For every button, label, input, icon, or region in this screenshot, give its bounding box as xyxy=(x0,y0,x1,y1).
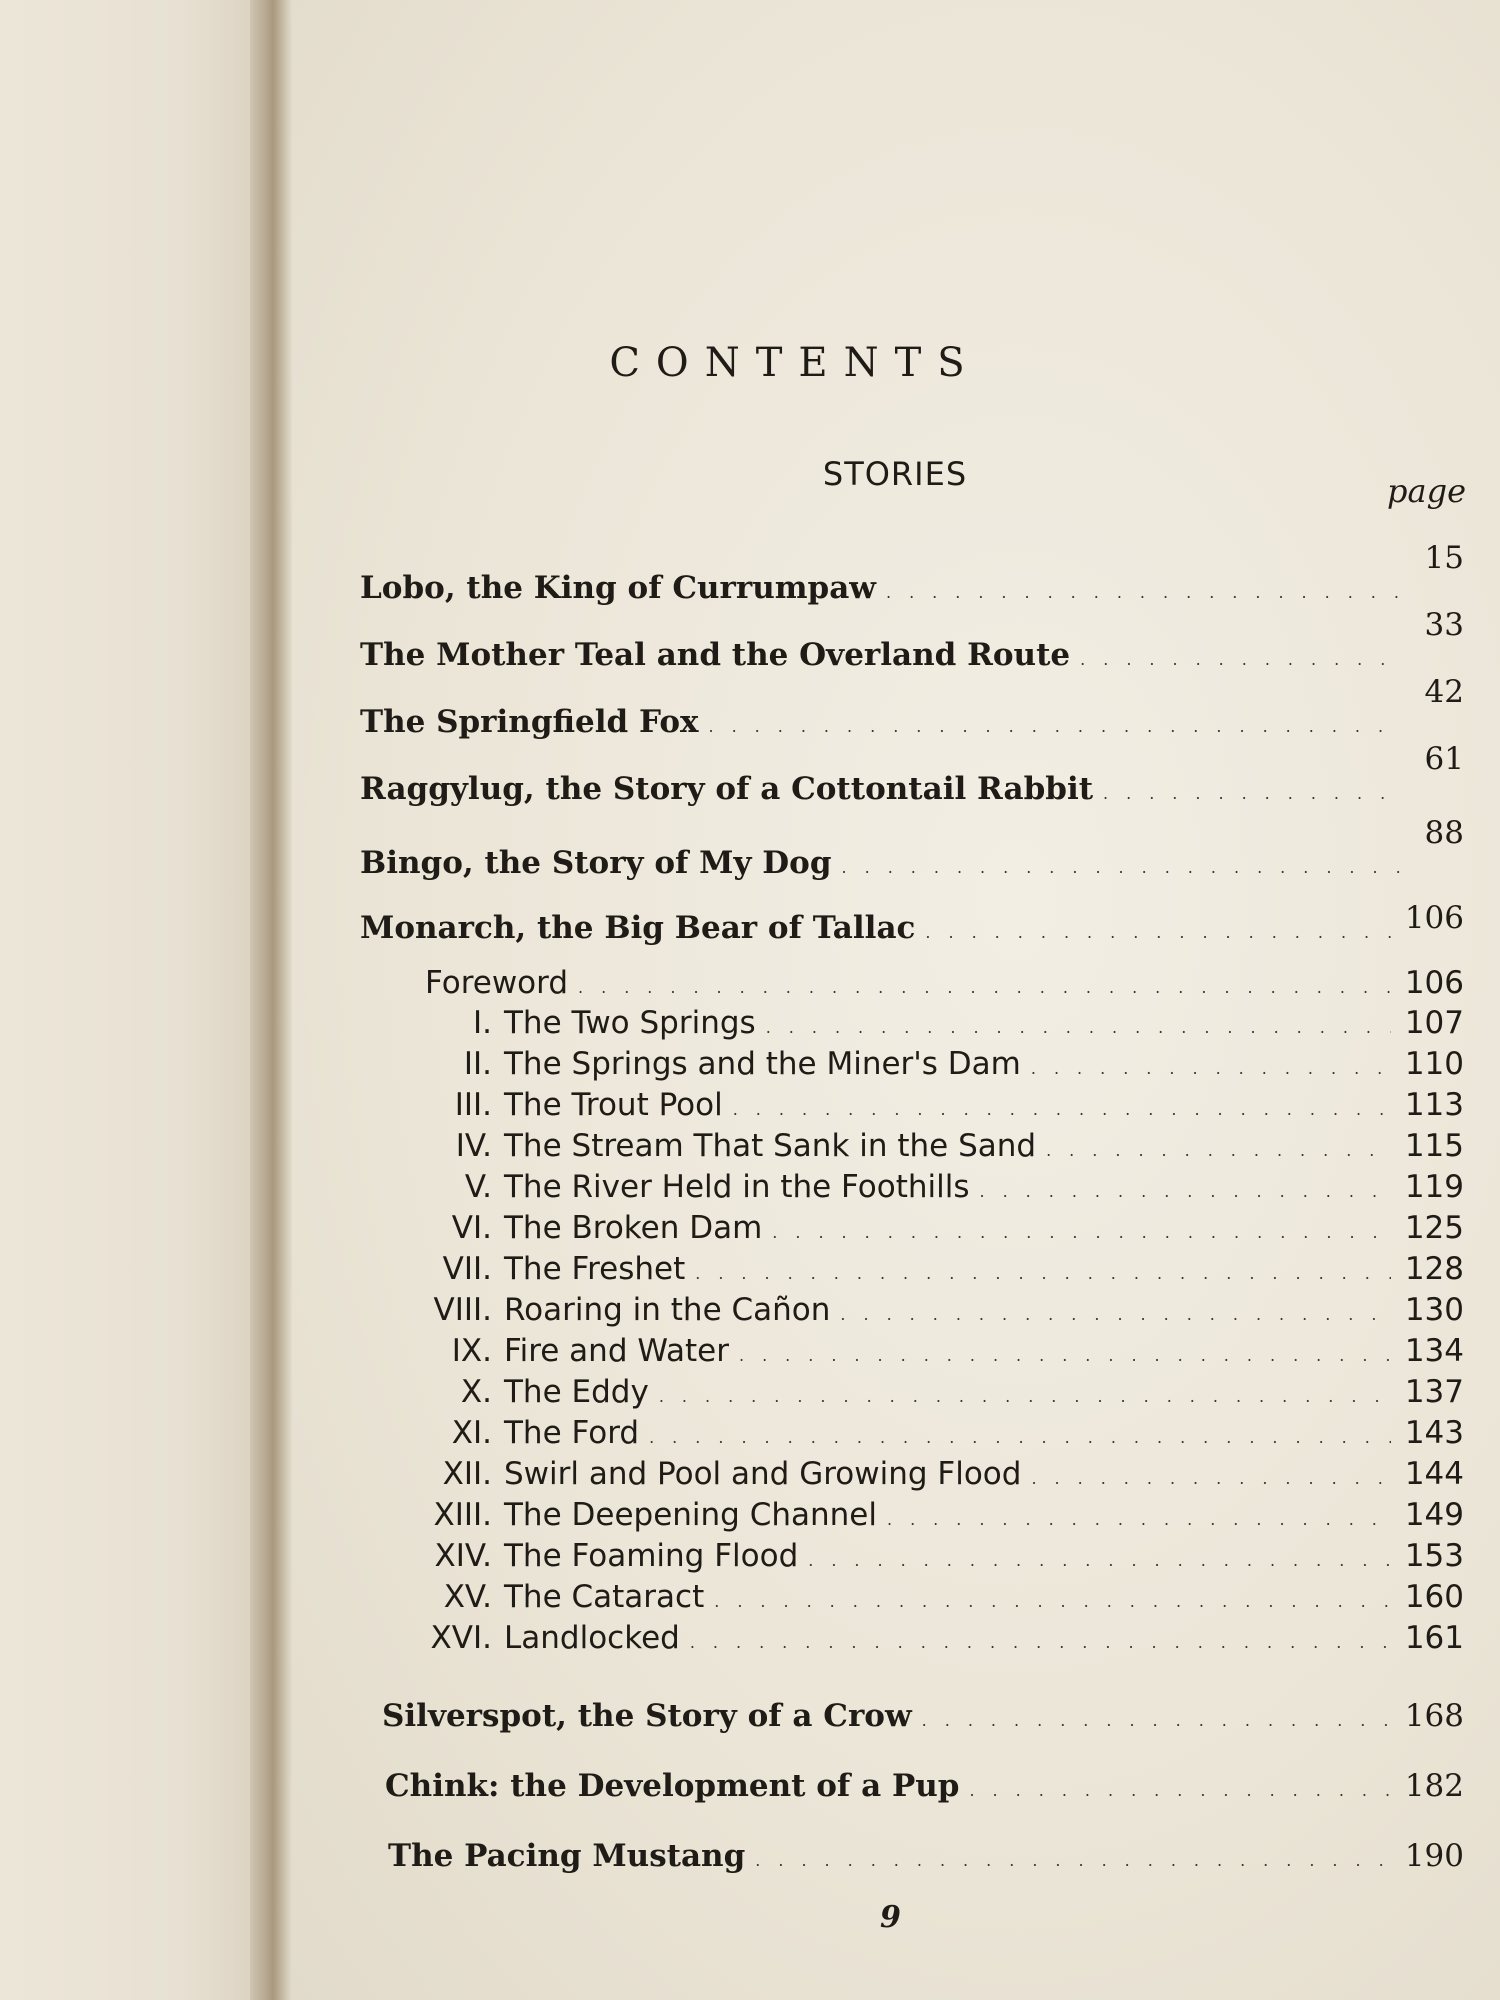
chapter-numeral: X. xyxy=(460,1374,492,1410)
dot-leader xyxy=(772,1223,1391,1242)
toc-entry-chapter xyxy=(400,1579,1464,1619)
chapter-numeral: II. xyxy=(463,1046,492,1082)
toc-entry-chapter xyxy=(400,1374,1464,1414)
dot-leader xyxy=(714,1592,1391,1611)
dot-leader xyxy=(733,1100,1391,1119)
entry-title: Roaring in the Cañon xyxy=(504,1292,831,1328)
toc-entry-chapter xyxy=(400,1620,1464,1660)
entry-title: The River Held in the Foothills xyxy=(504,1169,970,1205)
entry-title: Landlocked xyxy=(504,1620,680,1656)
chapter-numeral: XV. xyxy=(443,1579,492,1615)
dot-leader xyxy=(1046,1141,1391,1160)
toc-entry-chapter xyxy=(400,1292,1464,1332)
entry-page: 153 xyxy=(1404,1538,1464,1574)
entry-title: Foreword xyxy=(425,965,569,1001)
entry-page: 190 xyxy=(1404,1838,1464,1874)
toc-entry-chapter xyxy=(400,1169,1464,1209)
entry-title: The Stream That Sank in the Sand xyxy=(504,1128,1037,1164)
dot-leader xyxy=(886,583,1400,602)
chapter-numeral: I. xyxy=(473,1005,492,1041)
entry-page: 134 xyxy=(1404,1333,1464,1369)
dot-leader xyxy=(1031,1469,1390,1488)
toc-entry-story xyxy=(388,1838,1464,1882)
dot-leader xyxy=(925,923,1390,942)
dot-leader xyxy=(690,1633,1391,1652)
dot-leader xyxy=(1080,650,1400,669)
entry-title: Swirl and Pool and Growing Flood xyxy=(504,1456,1022,1492)
toc-entry-story xyxy=(360,900,1464,954)
dot-leader xyxy=(739,1346,1391,1365)
dot-leader xyxy=(1103,784,1400,803)
toc-entry-chapter xyxy=(400,1497,1464,1537)
entry-page: 161 xyxy=(1404,1620,1464,1656)
entry-page: 160 xyxy=(1404,1579,1464,1615)
toc-entry-chapter xyxy=(400,1333,1464,1373)
entry-page: 143 xyxy=(1404,1415,1464,1451)
dot-leader xyxy=(578,978,1391,997)
dot-leader xyxy=(659,1387,1391,1406)
entry-page: 61 xyxy=(1424,741,1464,777)
dot-leader xyxy=(887,1510,1391,1529)
entry-page: 106 xyxy=(1404,965,1464,1001)
chapter-numeral: XVI. xyxy=(430,1620,492,1656)
chapter-numeral: XIV. xyxy=(434,1538,492,1574)
dot-leader xyxy=(766,1018,1391,1037)
entry-page: 33 xyxy=(1424,607,1464,643)
dot-leader xyxy=(969,1781,1390,1800)
left-page xyxy=(0,0,255,2000)
entry-page: 125 xyxy=(1404,1210,1464,1246)
entry-title: The Cataract xyxy=(504,1579,705,1615)
entry-title: Fire and Water xyxy=(504,1333,729,1369)
entry-title: The Two Springs xyxy=(504,1005,756,1041)
chapter-numeral: VI. xyxy=(451,1210,492,1246)
section-heading: STORIES xyxy=(822,455,968,493)
chapter-numeral: IX. xyxy=(451,1333,492,1369)
entry-title: Monarch, the Big Bear of Tallac xyxy=(360,910,916,946)
toc-entry-chapter xyxy=(400,1251,1464,1291)
toc-entry-story xyxy=(360,815,1464,889)
entry-page: 15 xyxy=(1424,540,1464,576)
toc-entry-story xyxy=(385,1768,1464,1812)
dot-leader xyxy=(808,1551,1391,1570)
dot-leader xyxy=(980,1182,1391,1201)
entry-title: The Trout Pool xyxy=(504,1087,723,1123)
toc-entry-chapter xyxy=(400,1046,1464,1086)
contents-heading: CONTENTS xyxy=(609,340,981,386)
entry-title: The Springfield Fox xyxy=(360,704,699,740)
chapter-numeral: III. xyxy=(454,1087,492,1123)
dot-leader xyxy=(755,1851,1391,1870)
entry-page: 137 xyxy=(1404,1374,1464,1410)
toc-entry-chapter xyxy=(400,1538,1464,1578)
toc-entry-foreword xyxy=(425,965,1464,1005)
entry-title: The Pacing Mustang xyxy=(388,1838,746,1874)
page-column-label: page xyxy=(1387,472,1466,510)
dot-leader xyxy=(649,1428,1391,1447)
entry-title: Raggylug, the Story of a Cottontail Rabbit xyxy=(360,771,1094,807)
entry-page: 107 xyxy=(1404,1005,1464,1041)
toc-entry-chapter xyxy=(400,1456,1464,1496)
entry-title: Silverspot, the Story of a Crow xyxy=(382,1698,912,1734)
entry-title: Lobo, the King of Currumpaw xyxy=(360,570,876,606)
dot-leader xyxy=(709,717,1401,736)
entry-title: Chink: the Development of a Pup xyxy=(385,1768,960,1804)
entry-title: The Broken Dam xyxy=(504,1210,763,1246)
entry-page: 42 xyxy=(1424,674,1464,710)
chapter-numeral: VIII. xyxy=(433,1292,492,1328)
toc-entry-chapter xyxy=(400,1415,1464,1455)
entry-title: The Ford xyxy=(504,1415,640,1451)
entry-page: 128 xyxy=(1404,1251,1464,1287)
entry-title: Bingo, the Story of My Dog xyxy=(360,845,832,881)
dot-leader xyxy=(1031,1059,1391,1078)
entry-page: 119 xyxy=(1404,1169,1464,1205)
entry-title: The Mother Teal and the Overland Route xyxy=(360,637,1071,673)
book-gutter xyxy=(250,0,292,2000)
toc-entry-story xyxy=(360,607,1464,681)
entry-page: 106 xyxy=(1404,900,1464,936)
chapter-numeral: VII. xyxy=(442,1251,492,1287)
entry-title: The Springs and the Miner's Dam xyxy=(504,1046,1021,1082)
entry-page: 168 xyxy=(1404,1698,1464,1734)
chapter-numeral: XIII. xyxy=(433,1497,492,1533)
entry-page: 182 xyxy=(1404,1768,1464,1804)
entry-page: 110 xyxy=(1404,1046,1464,1082)
toc-entry-chapter xyxy=(400,1128,1464,1168)
entry-title: The Eddy xyxy=(504,1374,649,1410)
toc-entry-chapter xyxy=(400,1005,1464,1045)
entry-page: 130 xyxy=(1404,1292,1464,1328)
page-number: 9 xyxy=(880,1900,901,1935)
chapter-numeral: XI. xyxy=(451,1415,492,1451)
entry-page: 115 xyxy=(1404,1128,1464,1164)
entry-title: The Freshet xyxy=(504,1251,686,1287)
dot-leader xyxy=(695,1264,1391,1283)
dot-leader xyxy=(842,858,1400,877)
dot-leader xyxy=(840,1305,1390,1324)
entry-page: 88 xyxy=(1424,815,1464,851)
toc-entry-story xyxy=(360,540,1464,614)
toc-entry-chapter xyxy=(400,1210,1464,1250)
entry-page: 144 xyxy=(1404,1456,1464,1492)
chapter-numeral: V. xyxy=(464,1169,492,1205)
entry-title: The Deepening Channel xyxy=(504,1497,877,1533)
toc-entry-story xyxy=(382,1698,1464,1742)
toc-entry-story xyxy=(360,674,1464,748)
entry-page: 113 xyxy=(1404,1087,1464,1123)
entry-title: The Foaming Flood xyxy=(504,1538,799,1574)
chapter-numeral: XII. xyxy=(442,1456,492,1492)
toc-entry-chapter xyxy=(400,1087,1464,1127)
toc-entry-story xyxy=(360,741,1464,815)
entry-page: 149 xyxy=(1404,1497,1464,1533)
dot-leader xyxy=(922,1711,1391,1730)
chapter-numeral: IV. xyxy=(455,1128,492,1164)
